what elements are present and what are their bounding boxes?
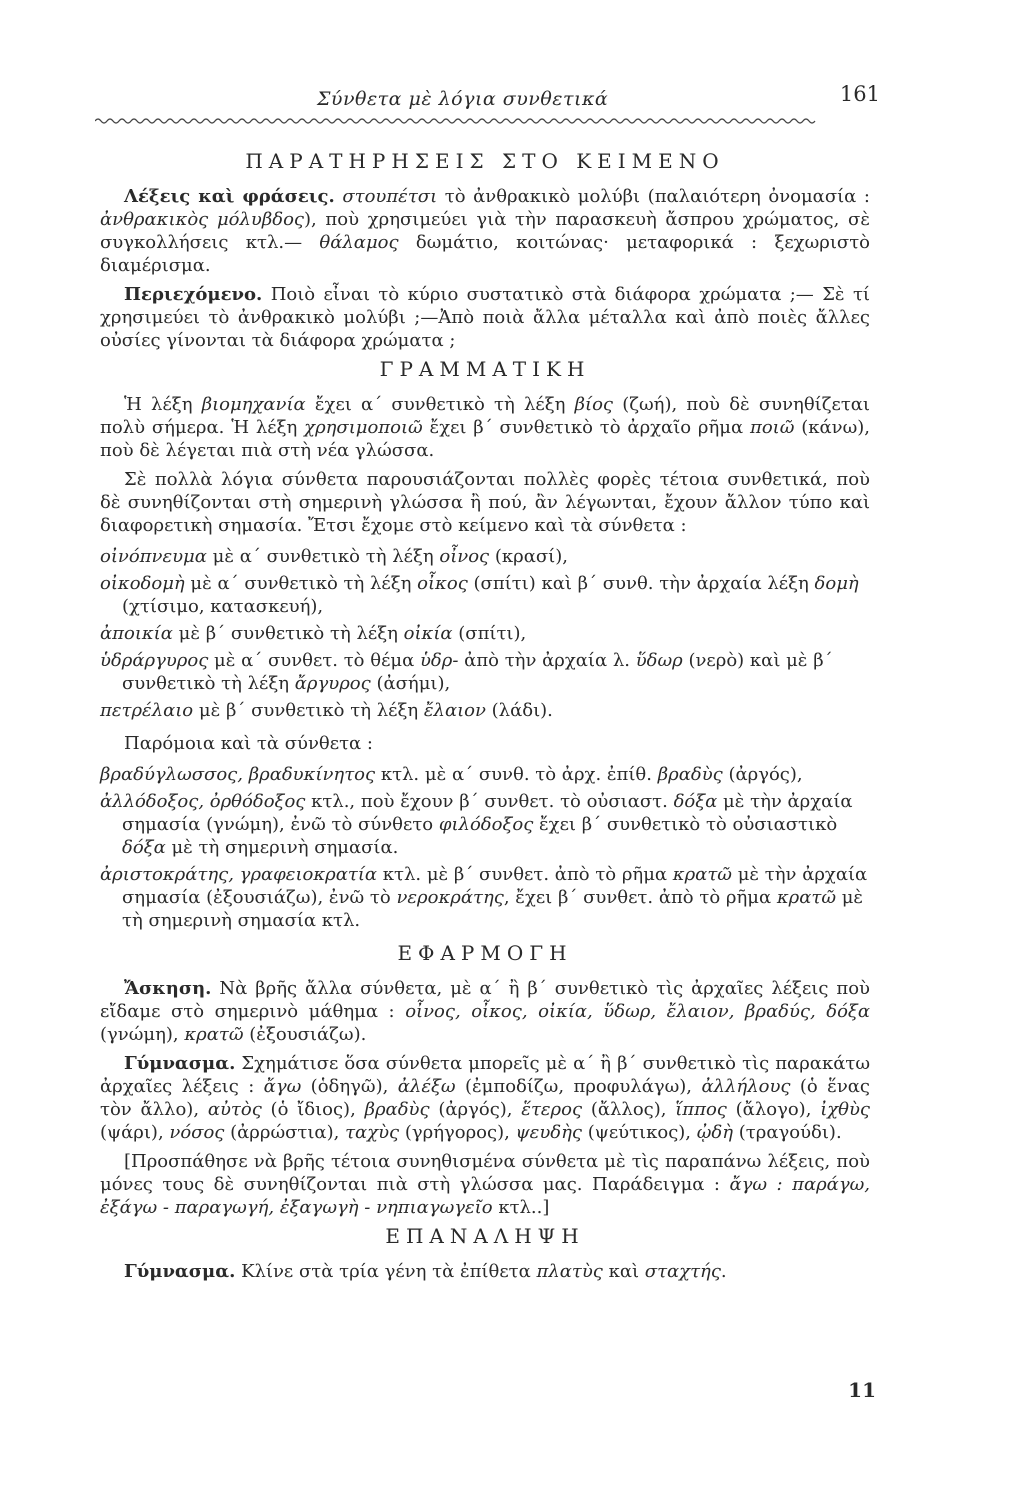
compound-examples [100, 545, 870, 722]
heading-observations: ΠΑΡΑΤΗΡΗΣΕΙΣ ΣΤΟ ΚΕΙΜΕΝΟ [245, 149, 725, 173]
similar-item: βραδύγλωσσος, βραδυκίνητος κτλ. μὲ α΄ συνθ. τὸ ἀρχ. ἐπίθ. βραδὺς (ἀργός), [100, 764, 803, 785]
heading-grammar: ΓΡΑΜΜΑΤΙΚΗ [379, 357, 591, 381]
review-paragraph: Γύμνασμα. Κλίνε στὰ τρία γένη τὰ ἐπίθετα πλατὺς καὶ σταχτής. [124, 1261, 727, 1282]
grammar-paragraph-1: Ἡ λέξη βιομηχανία ἔχει α΄ συνθετικὸ τὴ λέξη βίος (ζωή), ποὺ δὲ συνηθίζεται πολὺ σήμερα. Ἡ λέξη χρησιμοποιῶ ἔχει β΄ συνθετικὸ τὸ ἀρχαῖο ρῆμα ποιῶ (κάνω), ποὺ δὲ λέγεται πιὰ στὴ νέα γλώσσα. [100, 394, 871, 461]
running-title: Σύνθετα μὲ λόγια συνθετικά [317, 88, 609, 110]
sheet-number: 11 [848, 1378, 876, 1402]
example-item: πετρέλαιο μὲ β΄ συνθετικὸ τὴ λέξη ἔλαιον (λάδι). [100, 700, 553, 721]
example-item: οἰκοδομὴ μὲ α΄ συνθετικὸ τὴ λέξη οἶκος (σπίτι) καὶ β΄ συνθ. τὴν ἀρχαία λέξη δομὴ (χτίσιμο, κατασκευή), [100, 573, 859, 617]
gymnasma-paragraph: Γύμνασμα. Σχημάτισε ὅσα σύνθετα μπορεῖς μὲ α΄ ἢ β΄ συνθετικὸ τὶς παρακάτω ἀρχαῖες λέξεις : ἄγω (ὁδηγῶ), ἀλέξω (ἐμποδίζω, προφυλάγω), ἀλλήλους (ὁ ἕνας τὸν ἄλλο), αὐτὸς (ὁ ἴδιος), βραδὺς (ἀργός), ἕτερος (ἄλλος), ἵππος (ἄλογο), ἰχθὺς (ψάρι), νόσος (ἀρρώστια), ταχὺς (γρήγορος), ψευδὴς (ψεύτικος), ᾠδὴ (τραγούδι). [100, 1053, 871, 1143]
example-item: ὑδράργυρος μὲ α΄ συνθετ. τὸ θέμα ὑδρ- ἀπὸ τὴν ἀρχαία λ. ὕδωρ (νερὸ) καὶ μὲ β΄ συνθετικὸ τὴ λέξη ἄργυρος (ἀσήμι), [100, 650, 833, 694]
page-header [95, 82, 890, 132]
note-paragraph: [Προσπάθησε νὰ βρῆς τέτοια συνηθισμένα σύνθετα μὲ τὶς παραπάνω λέξεις, ποὺ μόνες τους δὲ συνηθίζονται πιὰ στὴ γλώσσα μας. Παράδειγμα : ἄγω : παράγω, ἐξάγω - παραγωγή, ἐξαγωγὴ - νηπιαγωγεῖο κτλ..] [100, 1151, 870, 1218]
page-number: 161 [839, 82, 880, 106]
exercise-paragraph: Ἄσκηση. Νὰ βρῆς ἄλλα σύνθετα, μὲ α΄ ἢ β΄ συνθετικὸ τὶς ἀρχαῖες λέξεις ποὺ εἴδαμε στὸ σημερινὸ μάθημα : οἶνος, οἶκος, οἰκία, ὕδωρ, ἔλαιον, βραδύς, δόξα (γνώμη), κρατῶ (ἐξουσιάζω). [100, 978, 870, 1045]
example-item: ἀποικία μὲ β΄ συνθετικὸ τὴ λέξη οἰκία (σπίτι), [100, 623, 527, 644]
similar-intro: Παρόμοια καὶ τὰ σύνθετα : [124, 733, 373, 754]
page-content [100, 150, 870, 1289]
grammar-paragraph-2: Σὲ πολλὰ λόγια σύνθετα παρουσιάζονται πολλὲς φορὲς τέτοια συνθετικά, ποὺ δὲ συνηθίζονται στὴ σημερινὴ γλώσσα ἢ πού, ἂν λέγωνται, ἔχουν ἄλλον τύπο καὶ διαφορετικὴ σημασία. Ἔτσι ἔχομε στὸ κείμενο καὶ τὰ σύνθετα : [100, 469, 870, 536]
similar-examples [100, 763, 870, 932]
heading-review: ΕΠΑΝΑΛΗΨΗ [385, 1224, 585, 1248]
words-paragraph: Λέξεις καὶ φράσεις. στουπέτσι τὸ ἀνθρακικὸ μολύβι (παλαιότερη ὀνομασία : ἀνθρακικὸς μόλυβδος), ποὺ χρησιμεύει γιὰ τὴν παρασκευὴ ἄσπρου χρώματος, σὲ συγκολλήσεις κτλ.— θάλαμος δωμάτιο, κοιτώνας· μεταφορικά : ξεχωριστὸ διαμέρισμα. [100, 186, 870, 276]
wavy-rule [95, 116, 890, 126]
similar-item: ἀριστοκράτης, γραφειοκρατία κτλ. μὲ β΄ συνθετ. ἀπὸ τὸ ρῆμα κρατῶ μὲ τὴν ἀρχαία σημασία (ἐξουσιάζω), ἐνῶ τὸ νεροκράτης, ἔχει β΄ συνθετ. ἀπὸ τὸ ρῆμα κρατῶ μὲ τὴ σημερινὴ σημασία κτλ. [100, 864, 868, 931]
similar-item: ἀλλόδοξος, ὀρθόδοξος κτλ., ποὺ ἔχουν β΄ συνθετ. τὸ οὐσιαστ. δόξα μὲ τὴν ἀρχαία σημασία (γνώμη), ἐνῶ τὸ σύνθετο φιλόδοξος ἔχει β΄ συνθετικὸ τὸ οὐσιαστικὸ δόξα μὲ τὴ σημερινὴ σημασία. [100, 791, 853, 858]
content-paragraph: Περιεχόμενο. Ποιὸ εἶναι τὸ κύριο συστατικὸ στὰ διάφορα χρώματα ;— Σὲ τί χρησιμεύει τὸ ἀνθρακικὸ μολύβι ;—Ἀπὸ ποιὰ ἄλλα μέταλλα καὶ ἀπὸ ποιὲς ἄλλες οὐσίες γίνονται τὰ διάφορα χρώματα ; [100, 284, 870, 351]
heading-application: ΕΦΑΡΜΟΓΗ [397, 941, 573, 965]
example-item: οἰνόπνευμα μὲ α΄ συνθετικὸ τὴ λέξη οἶνος (κρασί), [100, 546, 568, 567]
